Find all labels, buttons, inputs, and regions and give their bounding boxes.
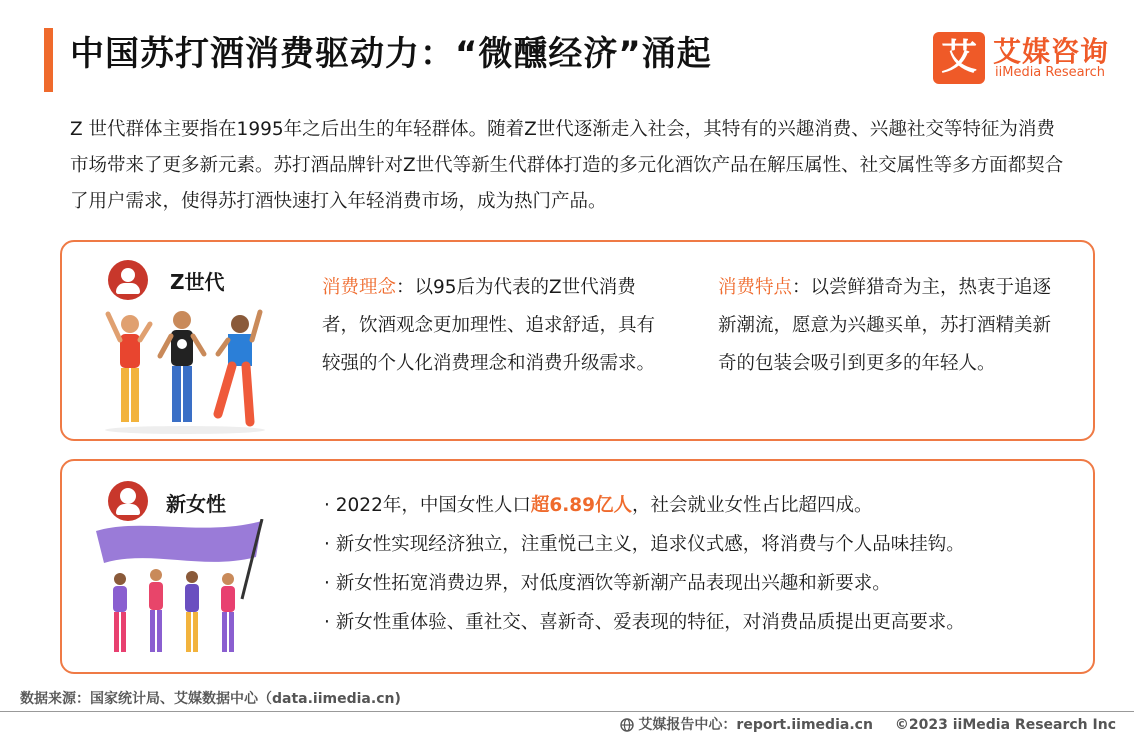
- logo-mark: 艾: [933, 32, 985, 84]
- intro-paragraph: Z 世代群体主要指在1995年之后出生的年轻群体。随着Z世代逐渐走入社会，其特有的兴趣消费、兴趣社交等特征为消费市场带来了更多新元素。苏打酒品牌针对Z世代等新生代群体打造的多元化酒饮产品在解压属性、社交属性等多方面都契合了用户需求，使得苏打酒快速打入年轻消费市场，成为热门产品。: [70, 119, 1064, 212]
- bullet-item: [324, 486, 965, 525]
- concept-text: ：以95后为代表的Z世代消费者，饮酒观念更加理性、追求舒适，具有较强的个人化消费理念和消费升级需求。: [322, 277, 656, 374]
- consumption-features: [718, 269, 1064, 383]
- concept-title: 消费理念: [322, 277, 397, 298]
- feature-title: 消费特点: [718, 277, 793, 298]
- bullet-text: ，社会就业女性占比超四成。: [632, 495, 873, 516]
- footer-divider: [0, 711, 1134, 712]
- population-highlight: 超6.89亿人: [530, 495, 632, 516]
- logo-name-en: iiMedia Research: [995, 65, 1106, 80]
- bullet-item: · 新女性实现经济独立，注重悦己主义，追求仪式感，将消费与个人品味挂钩。: [324, 534, 965, 555]
- person-icon: [108, 260, 148, 300]
- new-women-bullets: [324, 486, 965, 642]
- report-center-link[interactable]: 艾媒报告中心：report.iimedia.cn: [638, 717, 873, 733]
- data-source-note: 数据来源：国家统计局、艾媒数据中心（data.iimedia.cn): [20, 691, 401, 707]
- consumption-concept: [322, 269, 672, 383]
- footer: [620, 714, 1116, 734]
- bullet-item: · 新女性重体验、重社交、喜新奇、爱表现的特征，对消费品质提出更高要求。: [324, 612, 965, 633]
- new-women-label: 新女性: [166, 492, 226, 516]
- woman-icon: [108, 481, 148, 521]
- page-title: 中国苏打酒消费驱动力：“微醺经济”涌起: [70, 34, 712, 74]
- copyright: ©2023 iiMedia Research Inc: [894, 717, 1116, 733]
- bullet-item: · 新女性拓宽消费边界，对低度酒饮等新潮产品表现出兴趣和新要求。: [324, 573, 891, 594]
- title-accent-bar: [44, 28, 53, 92]
- new-women-card: [60, 459, 1095, 674]
- women-flag-illustration: [92, 519, 292, 659]
- brand-logo: [933, 30, 1123, 86]
- bullet-text: · 2022年，中国女性人口: [324, 495, 531, 516]
- globe-icon: [620, 718, 634, 732]
- gen-z-label: Z世代: [170, 270, 225, 294]
- feature-text: ：以尝鲜猎奇为主，热衷于追逐新潮流，愿意为兴趣买单，苏打酒精美新奇的包装会吸引到更多的年轻人。: [718, 277, 1052, 374]
- gen-z-card: [60, 240, 1095, 441]
- logo-name-cn: 艾媒咨询: [993, 35, 1110, 68]
- gen-z-people-illustration: [100, 304, 270, 434]
